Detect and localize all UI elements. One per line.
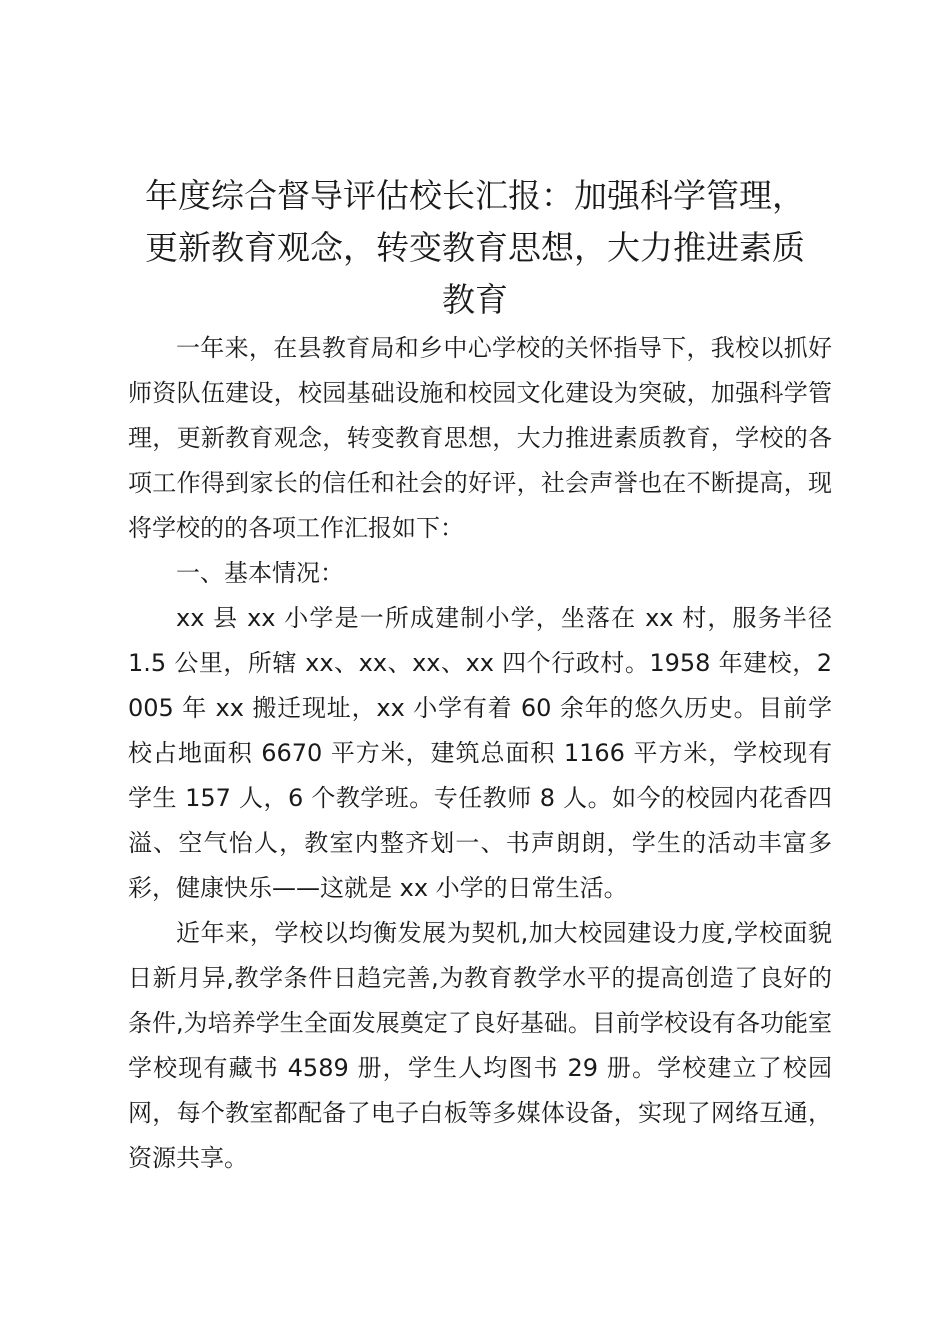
document-title <box>118 170 832 326</box>
paragraph-school-overview: xx 县 xx 小学是一所成建制小学，坐落在 xx 村，服务半径 1.5 公里，所辖 xx、xx、xx、xx 四个行政村。1958 年建校，2005 年 xx 搬迁现址，xx 小学有着 60 余年的悠久历史。目前学校占地面积 6670 平方米，建筑总面积 1166 平方米，学校现有学生 157 人，6 个教学班。专任教师 8 人。如今的校园内花香四溢、空气怡人，教室内整齐划一、书声朗朗，学生的活动丰富多彩，健康快乐——这就是 xx 小学的日常生活。 <box>128 604 832 902</box>
document-body <box>128 326 832 1181</box>
paragraph-intro: 一年来，在县教育局和乡中心学校的关怀指导下，我校以抓好师资队伍建设，校园基础设施和校园文化建设为突破，加强科学管理，更新教育观念，转变教育思想，大力推进素质教育，学校的各项工作得到家长的信任和社会的好评，社会声誉也在不断提高，现将学校的的各项工作汇报如下： <box>128 334 832 542</box>
paragraph-recent-development: 近年来，学校以均衡发展为契机,加大校园建设力度,学校面貌日新月异,教学条件日趋完善,为教育教学水平的提高创造了良好的条件,为培养学生全面发展奠定了良好基础。目前学校设有各功能室学校现有藏书 4589 册，学生人均图书 29 册。学校建立了校园网，每个教室都配备了电子白板等多媒体设备，实现了网络互通，资源共享。 <box>128 919 832 1172</box>
section-heading-basic-situation: 一、基本情况： <box>176 559 344 587</box>
title-line-2: 更新教育观念，转变教育思想，大力推进素质 <box>145 228 805 267</box>
title-line-3: 教育 <box>442 280 508 319</box>
title-line-1: 年度综合督导评估校长汇报：加强科学管理， <box>145 176 805 215</box>
